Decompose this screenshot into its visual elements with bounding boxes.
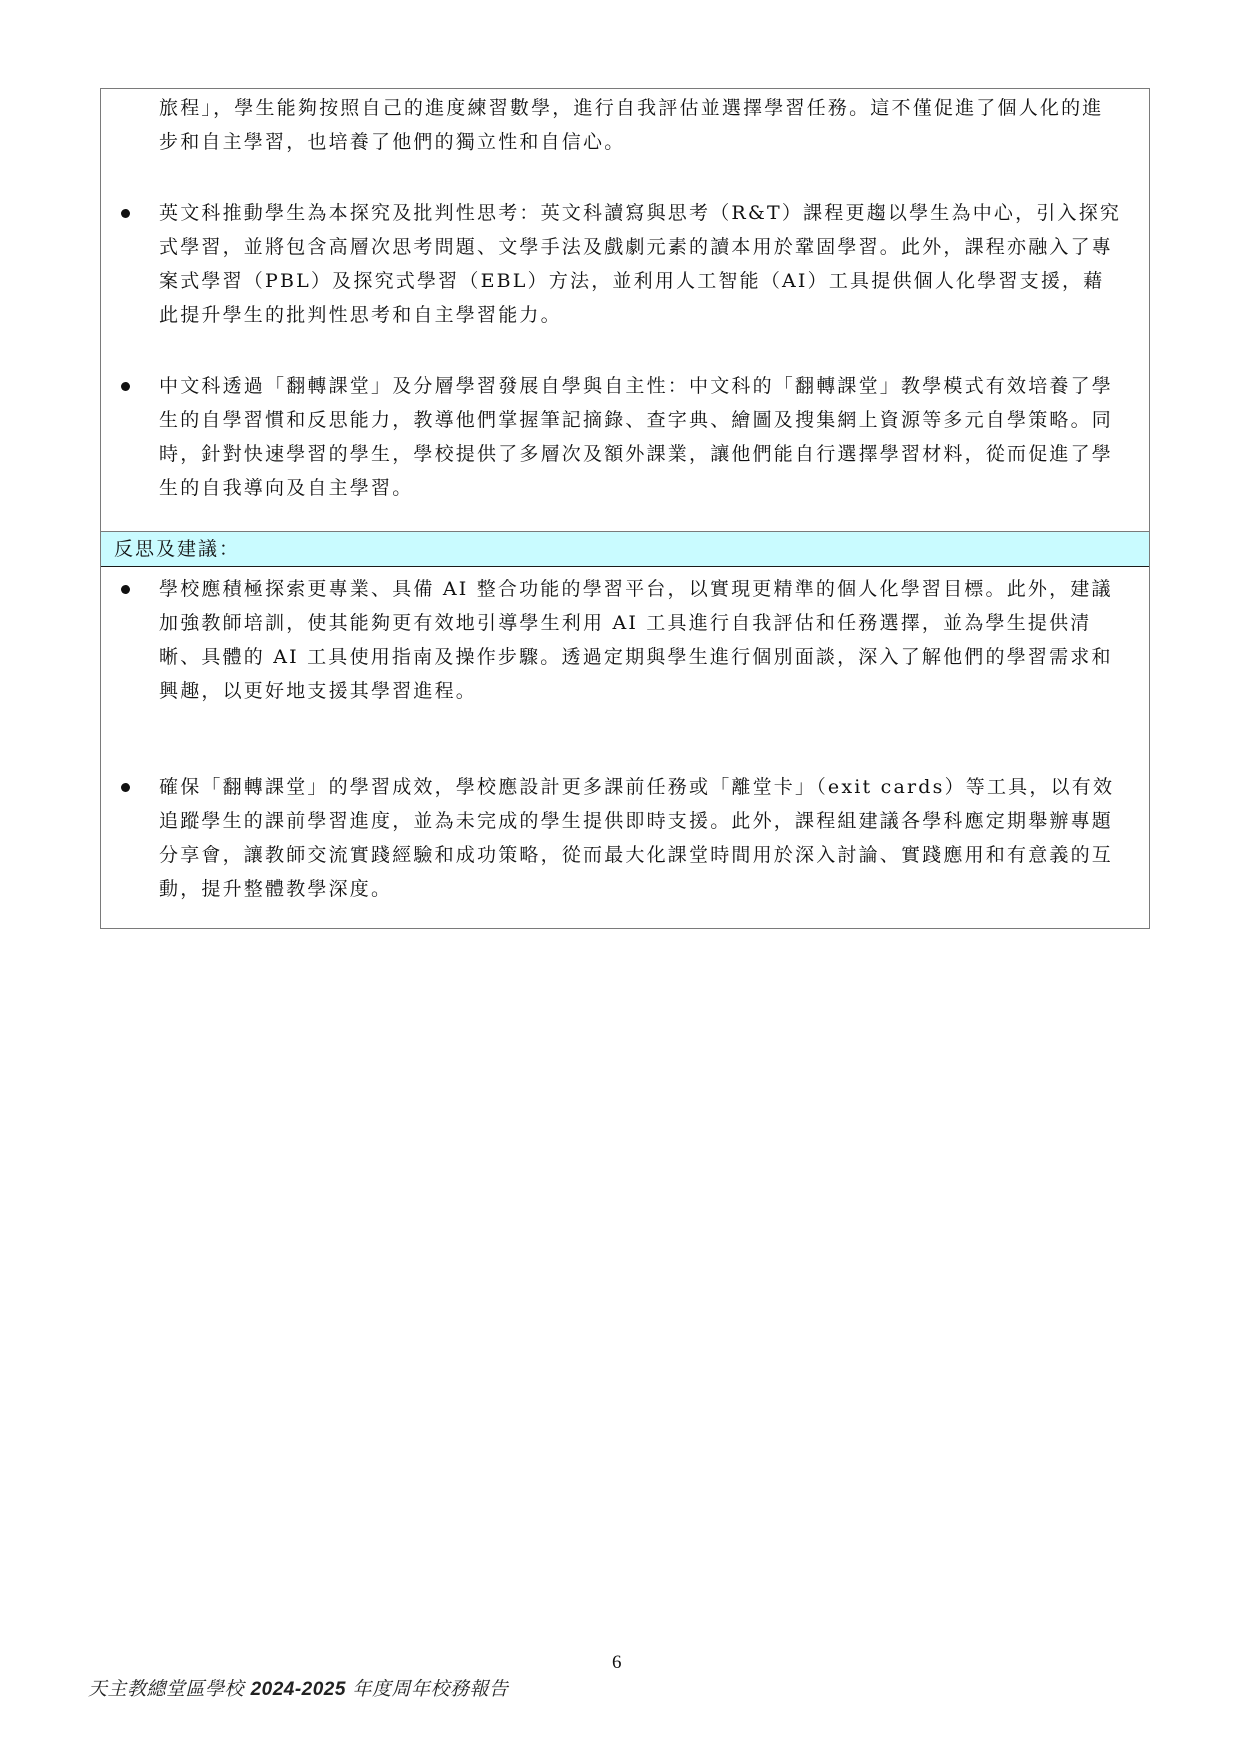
bullet-icon <box>121 382 130 391</box>
bullet-icon <box>121 783 130 792</box>
bullet-text: 學校應積極探索更專業、具備 AI 整合功能的學習平台，以實現更精準的個人化學習目標。此外，建議加強教師培訓，使其能夠更有效地引導學生利用 AI 工具進行自我評估和任務選擇，並為學生提供清晰、具體的 AI 工具使用指南及操作步驟。透過定期與學生進行個別面談，深入了解他們的學習需求和興趣，以更好地支援其學習進程。 <box>159 578 1113 702</box>
footer-report-title: 年度周年校務報告 <box>352 1678 509 1700</box>
list-item-chinese <box>101 369 1149 505</box>
footer-title <box>88 1674 509 1701</box>
list-item-flipped-classroom <box>101 770 1149 906</box>
footer-school-name: 天主教總堂區學校 <box>88 1678 245 1700</box>
list-item-ai-platform <box>101 572 1149 708</box>
report-table <box>100 88 1150 929</box>
bullet-icon <box>121 585 130 594</box>
reflection-section <box>101 567 1149 928</box>
reflection-heading: 反思及建議： <box>101 532 1149 567</box>
bullet-text: 確保「翻轉課堂」的學習成效，學校應設計更多課前任務或「離堂卡」（exit cards）等工具，以有效追蹤學生的課前學習進度，並為未完成的學生提供即時支援。此外，課程組建議各學科應定期舉辦專題分享會，讓教師交流實踐經驗和成功策略，從而最大化課堂時間用於深入討論、實踐應用和有意義的互動，提升整體教學深度。 <box>159 776 1115 900</box>
continued-paragraph: 旅程」，學生能夠按照自己的進度練習數學，進行自我評估並選擇學習任務。這不僅促進了個人化的進步和自主學習，也培養了他們的獨立性和自信心。 <box>159 97 1104 153</box>
footer-year-range: 2024-2025 <box>250 1679 346 1700</box>
bullet-text: 中文科透過「翻轉課堂」及分層學習發展自學與自主性：中文科的「翻轉課堂」教學模式有效培養了學生的自學習慣和反思能力，教導他們掌握筆記摘錄、查字典、繪圖及搜集網上資源等多元自學策略。同時，針對快速學習的學生，學校提供了多層次及額外課業，讓他們能自行選擇學習材料，從而促進了學生的自我導向及自主學習。 <box>159 375 1114 499</box>
list-item-english <box>101 196 1149 332</box>
page-number: 6 <box>612 1652 622 1673</box>
continued-section <box>101 89 1149 532</box>
bullet-text: 英文科推動學生為本探究及批判性思考：英文科讀寫與思考（R&T）課程更趨以學生為中心，引入探究式學習，並將包含高層次思考問題、文學手法及戲劇元素的讀本用於鞏固學習。此外，課程亦融入了專案式學習（PBL）及探究式學習（EBL）方法，並利用人工智能（AI）工具提供個人化學習支援，藉此提升學生的批判性思考和自主學習能力。 <box>159 202 1122 326</box>
bullet-icon <box>121 209 130 218</box>
